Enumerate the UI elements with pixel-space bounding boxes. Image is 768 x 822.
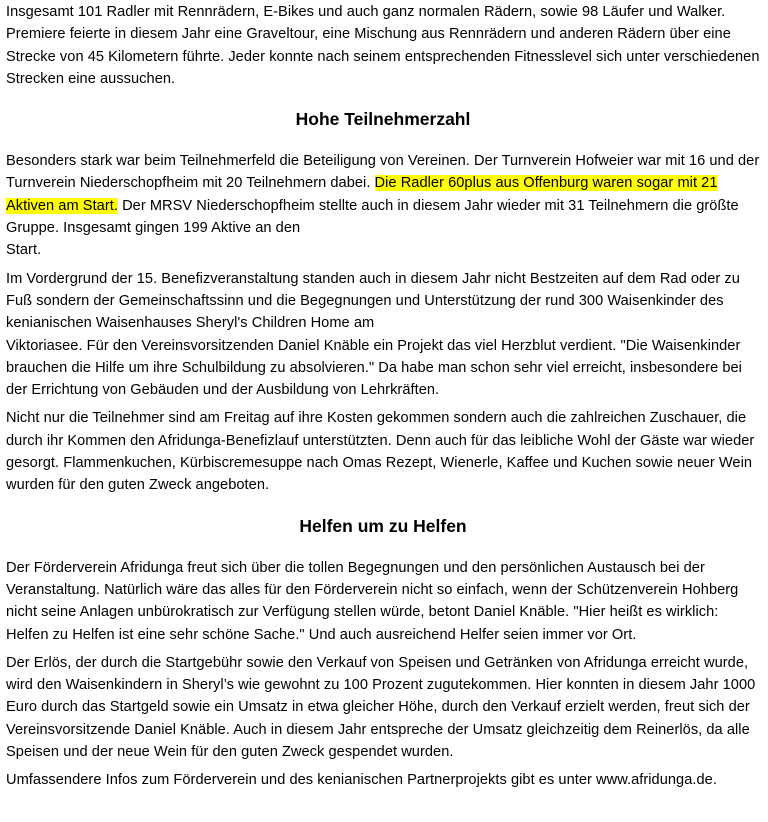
paragraph-teilnehmerfeld-start: Besonders stark war beim Teilnehmerfeld die Beteiligung von Vereinen. Der Turnverein Hofweier war mit 16 und der Turnverein Niederschopfheim mit 20 Teilnehmern dabei. bbox=[6, 153, 760, 192]
heading-hohe-teilnehmerzahl: Hohe Teilnehmerzahl bbox=[295, 109, 471, 130]
paragraph-teilnehmerfeld bbox=[6, 150, 760, 261]
paragraph-foerderverein: Der Förderverein Afridunga freut sich über die tollen Begegnungen und den persönlichen Austausch bei der Veranstaltung. Natürlich wäre das alles für den Förderverein nicht so einfach, wenn der Schützenverein Hohberg nicht seine Anlagen unbürokratisch zur Verfügung stellen würde, betont Daniel Knäble. "Hier heißt es wirklich: Helfen zu Helfen ist eine sehr schöne Sache." Und auch ausreichend Helfer seien immer vor Ort. bbox=[6, 559, 739, 643]
paragraph-benefiz-part-a: Im Vordergrund der 15. Benefizveranstaltung standen auch in diesem Jahr nicht Bestzeiten auf dem Rad oder zu Fuß sondern der Gemeinschaftssinn und die Begegnungen und Unterstützung der rund 300 Waisenkinder des kenianischen Waisenhauses Sheryl's Children Home am bbox=[6, 270, 740, 332]
paragraph-benefizveranstaltung bbox=[6, 268, 760, 402]
paragraph-teilnehmerfeld-tail: Start. bbox=[6, 242, 42, 259]
paragraph-infos: Umfassendere Infos zum Förderverein und des kenianischen Partnerprojekts gibt es unter www.afridunga.de. bbox=[6, 772, 717, 789]
highlighted-sentence: Die Radler 60plus aus Offenburg waren sogar mit 21 Aktiven am Start. bbox=[6, 175, 718, 214]
intro-paragraph: Insgesamt 101 Radler mit Rennrädern, E-Bikes und auch ganz normalen Rädern, sowie 98 Läufer und Walker. Premiere feierte in diesem Jahr eine Graveltour, eine Mischung aus Rennrädern und anderen Rädern über eine Strecke von 45 Kilometern führte. Jeder konnte nach seinem entsprechenden Fitnesslevel sich unter verschiedenen Strecken eine aussuchen. bbox=[6, 4, 760, 87]
paragraph-erloes: Der Erlös, der durch die Startgebühr sowie den Verkauf von Speisen und Getränken von Afridunga erreicht wurde, wird den Waisenkindern in Sheryl’s wie gewohnt zu 100 Prozent zugutekommen. Hier konnten in diesem Jahr 1000 Euro durch das Startgeld sowie ein Umsatz in etwa gleicher Höhe, durch den Verkauf erzielt werden, freut sich der Vereinsvorsitzende Daniel Knäble. Auch in diesem Jahr entspreche der Umsatz gleichzeitig dem Reinerlös, da alle Speisen und der neue Wein für den guten Zweck gespendet wurden. bbox=[6, 654, 756, 761]
paragraph-teilnehmerfeld-end: Der MRSV Niederschopfheim stellte auch in diesem Jahr wieder mit 31 Teilnehmern die größte Gruppe. Insgesamt gingen 199 Aktive an den bbox=[6, 197, 739, 237]
paragraph-zuschauer: Nicht nur die Teilnehmer sind am Freitag auf ihre Kosten gekommen sondern auch die zahlreichen Zuschauer, die durch ihr Kommen den Afridunga-Benefizlauf unterstützten. Denn auch für das leibliche Wohl der Gäste war wieder gesorgt. Flammenkuchen, Kürbiscremesuppe nach Omas Rezept, Wienerle, Kaffee und Kuchen sowie neuer Wein wurden für den guten Zweck angeboten. bbox=[6, 410, 755, 494]
paragraph-benefiz-part-b: Viktoriasee. Für den Vereinsvorsitzenden Daniel Knäble ein Projekt das viel Herzblut verdient. "Die Waisenkinder brauchen die Hilfe um ihre Schulbildung zu absolvieren." Da habe man schon sehr viel erreicht, insbesondere bei der Errichtung von Gebäuden und der Ausbildung von Lehrkräften. bbox=[6, 337, 742, 399]
heading-helfen-um-zu-helfen: Helfen um zu Helfen bbox=[299, 515, 467, 536]
document-page bbox=[0, 1, 768, 822]
